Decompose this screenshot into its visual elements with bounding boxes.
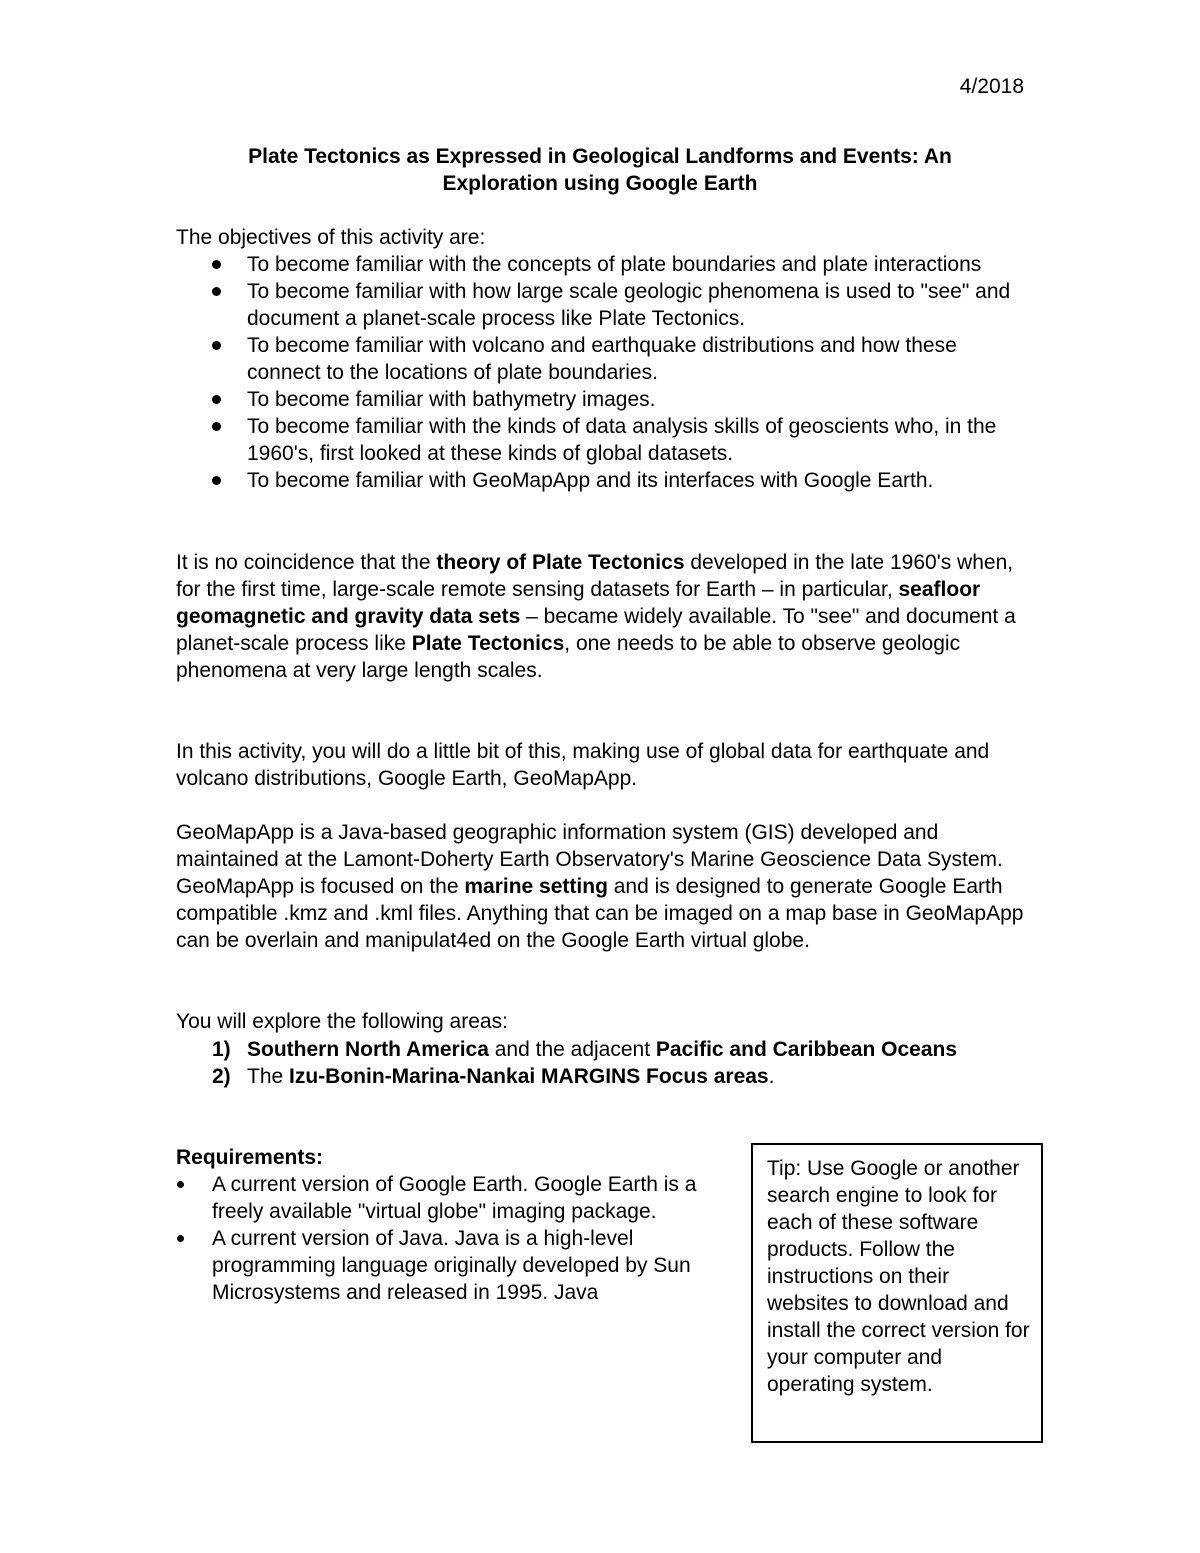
requirements-list bbox=[176, 1171, 716, 1306]
objective-item: To become familiar with the concepts of plate boundaries and plate interactions bbox=[176, 251, 1036, 278]
bullet-icon bbox=[212, 476, 221, 485]
objectives-intro: The objectives of this activity are: bbox=[176, 226, 486, 249]
area-item: 1) Southern North America and the adjacent Pacific and Caribbean Oceans bbox=[212, 1038, 958, 1061]
objective-item: To become familiar with volcano and earthquake distributions and how these connect to the locations of plate boundaries. bbox=[176, 332, 1036, 386]
objective-item: To become familiar with bathymetry images. bbox=[176, 386, 1036, 413]
requirement-item: A current version of Google Earth. Google Earth is a freely available "virtual globe" imaging package. bbox=[176, 1171, 716, 1225]
objective-item: To become familiar with how large scale geologic phenomena is used to "see" and document a planet-scale process like Plate Tectonics. bbox=[176, 278, 1036, 332]
area-item: 2) The Izu-Bonin-Marina-Nankai MARGINS Focus areas. bbox=[212, 1065, 775, 1088]
bullet-icon bbox=[177, 1235, 184, 1242]
tip-box bbox=[751, 1143, 1043, 1443]
bullet-icon bbox=[212, 260, 221, 269]
bullet-icon bbox=[177, 1181, 184, 1188]
bullet-icon bbox=[212, 341, 221, 350]
bullet-icon bbox=[212, 287, 221, 296]
tip-text: Tip: Use Google or another search engine to look for each of these software products. Follow the instructions on their websites to download and install the correct version for your computer and operating system. bbox=[767, 1157, 1030, 1396]
requirements-heading: Requirements: bbox=[176, 1146, 324, 1169]
plate-tectonics-paragraph: It is no coincidence that the theory of Plate Tectonics developed in the late 1960's when, for the first time, large-scale remote sensing datasets for Earth – in particular, seafloor geomagnetic and gravity data sets – became widely available. To "see" and document a planet-scale process like Plate Tectonics, one needs to be able to observe geologic phenomena at very large length scales. bbox=[176, 551, 1016, 682]
areas-list bbox=[176, 1036, 1036, 1090]
title-line-2: Exploration using Google Earth bbox=[442, 172, 758, 195]
objective-item: To become familiar with GeoMapApp and its interfaces with Google Earth. bbox=[176, 467, 1036, 494]
explore-intro: You will explore the following areas: bbox=[176, 1010, 508, 1033]
title-line-1: Plate Tectonics as Expressed in Geological Landforms and Events: An bbox=[248, 145, 952, 168]
document-date: 4/2018 bbox=[959, 75, 1024, 98]
document-title bbox=[176, 143, 1024, 197]
geomapapp-paragraph: GeoMapApp is a Java-based geographic information system (GIS) developed and maintained at the Lamont-Doherty Earth Observatory's Marine Geoscience Data System. GeoMapApp is focused on the marine setting and is designed to generate Google Earth compatible .kmz and .kml files. Anything that can be imaged on a map base in GeoMapApp can be overlain and manipulat4ed on the Google Earth virtual globe. bbox=[176, 821, 1024, 952]
activity-paragraph: In this activity, you will do a little bit of this, making use of global data for earthquate and volcano distributions, Google Earth, GeoMapApp. bbox=[176, 740, 990, 790]
objectives-list bbox=[176, 251, 1036, 494]
requirement-item: A current version of Java. Java is a high-level programming language originally developed by Sun Microsystems and released in 1995. Java bbox=[176, 1225, 716, 1306]
bullet-icon bbox=[212, 395, 221, 404]
objective-item: To become familiar with the kinds of data analysis skills of geoscients who, in the 1960's, first looked at these kinds of global datasets. bbox=[176, 413, 1036, 467]
bullet-icon bbox=[212, 422, 221, 431]
